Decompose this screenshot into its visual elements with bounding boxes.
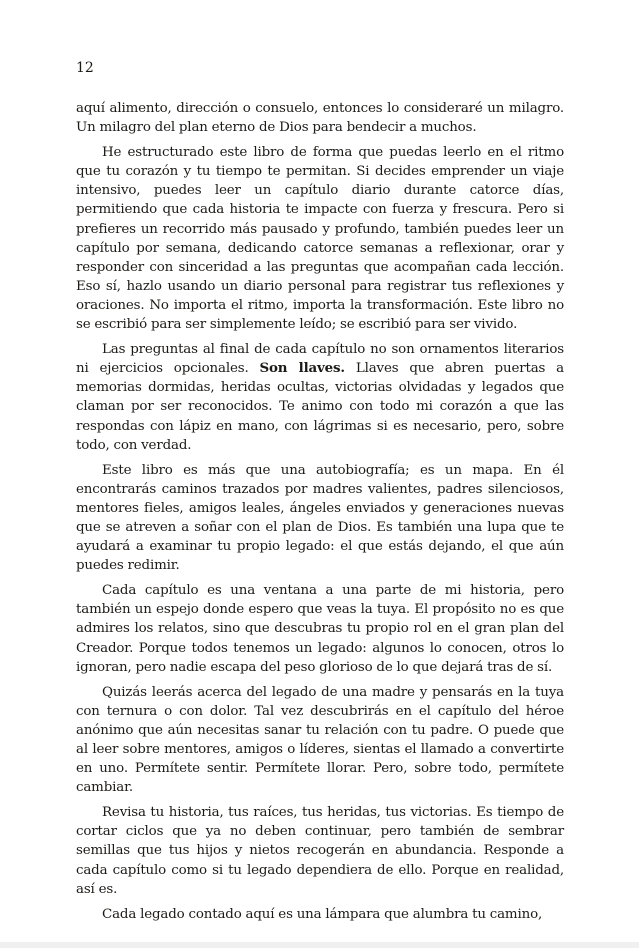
body-text xyxy=(76,99,564,924)
paragraph-3-lead: Las preguntas al final de cada capítulo no son ornamentos literarios ni ejercicios opcionales. xyxy=(76,342,564,377)
paragraph-6: Quizás leerás acerca del legado de una madre y pensarás en la tuya con ternura o con dolor. Tal vez descubrirás en el capítulo del héroe anónimo que aún necesitas sanar tu relación con tu padre. O puede que al leer sobre mentores, amigos o líderes, sientas el llamado a convertirte en uno. Permítete sentir. Permítete llorar. Pero, sobre todo, permítete cambiar. xyxy=(76,684,564,796)
paragraph-5: Cada capítulo es una ventana a una parte de mi historia, pero también un espejo donde espero que veas la tuya. El propósito no es que admires los relatos, sino que descubras tu propio rol en el gran plan del Creador. Porque todos tenemos un legado: algunos lo conocen, otros lo ignoran, pero nadie escapa del peso glorioso de lo que dejará tras de sí. xyxy=(76,583,564,675)
emphasis-son-llaves: Son llaves. xyxy=(259,360,345,377)
page-bottom-edge xyxy=(0,942,639,948)
paragraph-2: He estructurado este libro de forma que puedas leerlo en el ritmo que tu corazón y tu tiempo te permitan. Si decides emprender un viaje intensivo, puedes leer un capítulo diario durante catorce días, permitiendo que cada historia te impacte con fuerza y frescura. Pero si prefieres un recorrido más pausado y profundo, también puedes leer un capítulo por semana, dedicando catorce semanas a reflexionar, orar y responder con sinceridad a las preguntas que acompañan cada lección. Eso sí, hazlo usando un diario personal para registrar tus reflexiones y oraciones. No importa el ritmo, importa la transformación. Este libro no se escribió para ser simplemente leído; se escribió para ser vivido. xyxy=(76,145,564,333)
paragraph-1: aquí alimento, dirección o consuelo, entonces lo consideraré un milagro. Un milagro del plan eterno de Dios para bendecir a muchos. xyxy=(76,101,564,136)
paragraph-3 xyxy=(76,340,564,455)
paragraph-4: Este libro es más que una autobiografía; es un mapa. En él encontrarás caminos trazados por madres valientes, padres silenciosos, mentores fieles, amigos leales, ángeles enviados y generaciones nuevas que se atreven a soñar con el plan de Dios. Es también una lupa que te ayudará a examinar tu propio legado: el que estás dejando, el que aún puedes redimir. xyxy=(76,462,564,574)
paragraph-8: Cada legado contado aquí es una lámpara que alumbra tu camino, xyxy=(102,906,543,922)
paragraph-7: Revisa tu historia, tus raíces, tus heridas, tus victorias. Es tiempo de cortar ciclos que ya no deben continuar, pero también de sembrar semillas que tus hijos y nietos recogerán en abundancia. Responde a cada capítulo como si tu legado dependiera de ello. Porque en realidad, así es. xyxy=(76,805,564,897)
page-number: 12 xyxy=(76,60,94,76)
paragraph-3-rest: Llaves que abren puertas a memorias dormidas, heridas ocultas, victorias olvidadas y legados que claman por ser reconocidos. Te animo con todo mi corazón a que las respondas con lápiz en mano, con lágrimas si es necesario, pero, sobre todo, con verdad. xyxy=(76,361,564,453)
